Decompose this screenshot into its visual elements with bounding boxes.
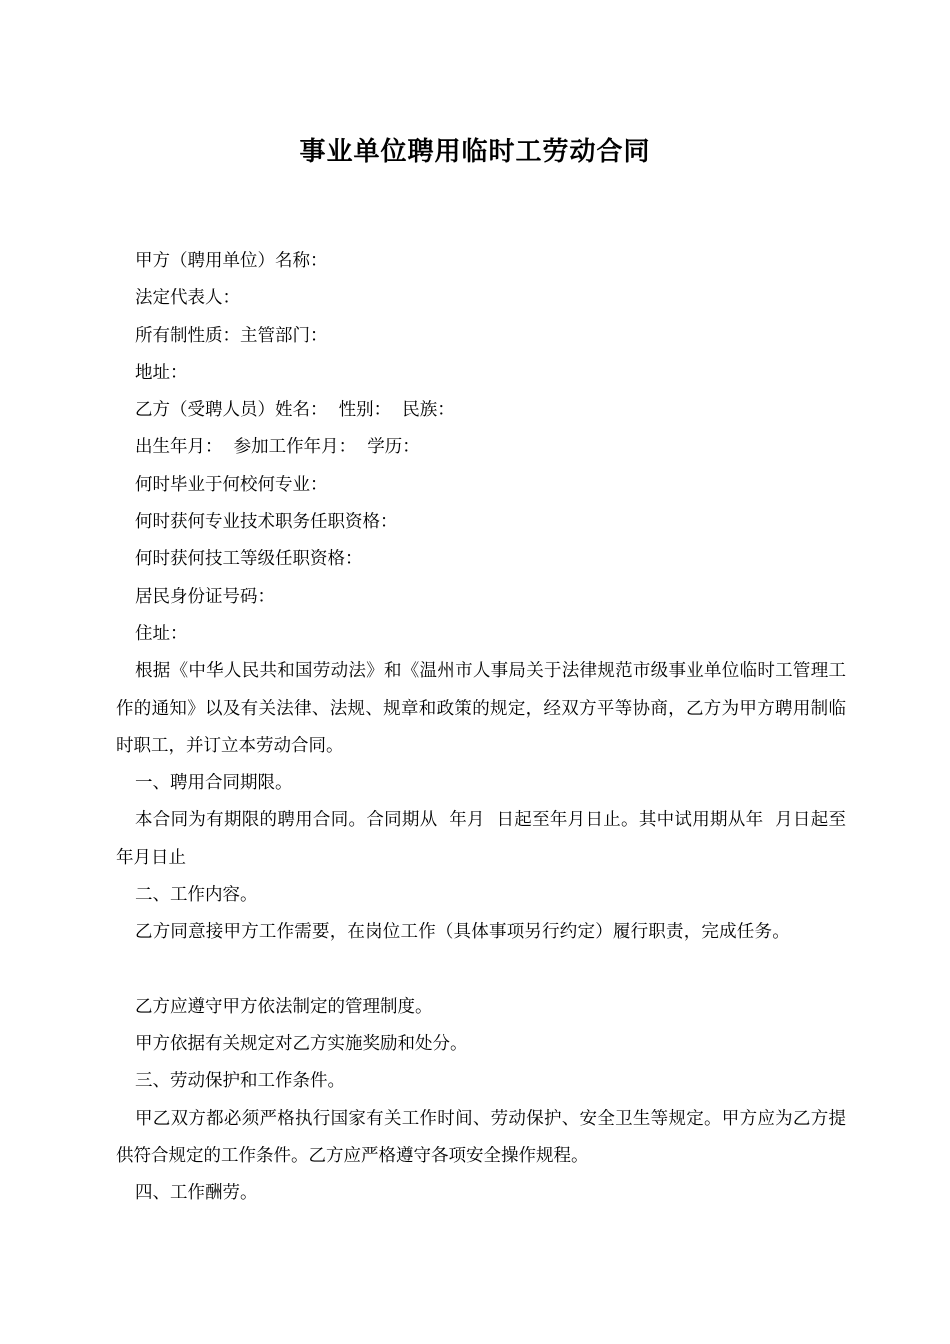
section-3-heading: 三、劳动保护和工作条件。 xyxy=(135,1071,345,1092)
section-3-paragraph: 甲乙双方都必须严格执行国家有关工作时间、劳动保护、安全卫生等规定。甲方应为乙方提供符合规定的工作条件。乙方应严格遵守各项安全操作规程。 xyxy=(116,1108,846,1166)
ownership-line: 所有制性质：主管部门： xyxy=(135,325,328,346)
party-b-name-line: 乙方（受聘人员）姓名： 性别： 民族： xyxy=(135,400,455,421)
skill-level-line: 何时获何技工等级任职资格： xyxy=(135,549,363,570)
section-1-paragraph: 本合同为有期限的聘用合同。合同期从 年月 日起至年月日止。其中试用期从年 月日起至 年月日止 xyxy=(116,810,858,868)
section-2-paragraph-2: 乙方应遵守甲方依法制定的管理制度。 xyxy=(135,996,433,1017)
id-number-line: 居民身份证号码： xyxy=(135,586,275,607)
preamble-paragraph: 根据《中华人民共和国劳动法》和《温州市人事局关于法律规范市级事业单位临时工管理工作的通知》以及有关法律、法规、规章和政策的规定，经双方平等协商，乙方为甲方聘用制临时职工，并订立本劳动合同。 xyxy=(116,661,846,756)
section-4-heading: 四、工作酬劳。 xyxy=(135,1183,258,1204)
section-2-paragraph-1: 乙方同意接甲方工作需要，在岗位工作（具体事项另行约定）履行职责，完成任务。 xyxy=(135,922,790,943)
graduation-line: 何时毕业于何校何专业： xyxy=(135,474,328,495)
document-body xyxy=(116,243,858,1212)
document-title: 事业单位聘用临时工劳动合同 xyxy=(299,137,651,167)
section-2-heading: 二、工作内容。 xyxy=(135,885,258,906)
paragraph-gap xyxy=(116,952,846,989)
professional-title-line: 何时获何专业技术职务任职资格： xyxy=(135,512,398,533)
address-line: 地址： xyxy=(135,362,188,383)
birth-date-line: 出生年月： 参加工作年月： 学历： xyxy=(135,437,420,458)
residence-line: 住址： xyxy=(135,623,188,644)
section-2-paragraph-3: 甲方依据有关规定对乙方实施奖励和处分。 xyxy=(135,1033,468,1054)
legal-representative-line: 法定代表人： xyxy=(135,288,240,309)
section-1-heading: 一、聘用合同期限。 xyxy=(135,773,293,794)
party-a-name-line: 甲方（聘用单位）名称： xyxy=(135,251,328,271)
